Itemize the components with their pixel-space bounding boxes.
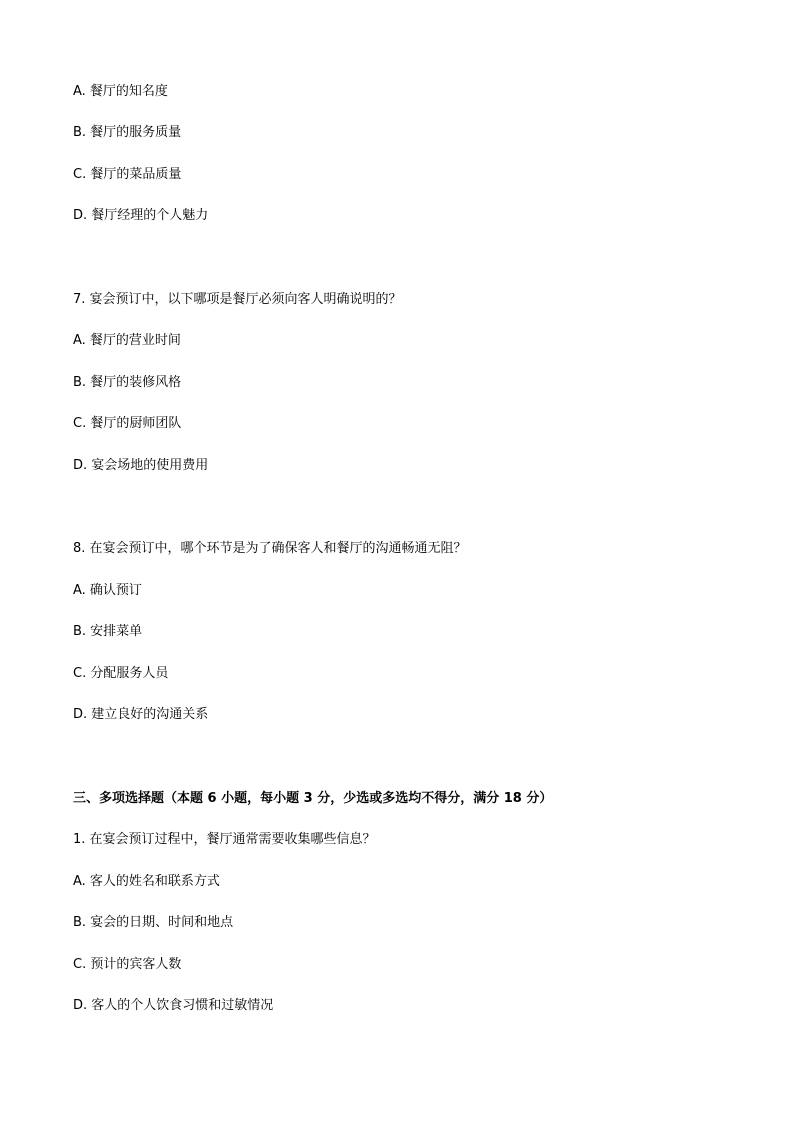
q7-option-b: B. 餐厅的装修风格	[73, 375, 182, 390]
q8-option-b: B. 安排菜单	[73, 624, 143, 639]
s3q1-option-d: D. 客人的个人饮食习惯和过敏情况	[73, 998, 274, 1013]
option-d: D. 餐厅经理的个人魅力	[73, 208, 209, 223]
q7-option-d: D. 宴会场地的使用费用	[73, 458, 209, 473]
q8-option-d: D. 建立良好的沟通关系	[73, 707, 209, 722]
q8-option-a: A. 确认预订	[73, 583, 142, 598]
s3q1-option-b: B. 宴会的日期、时间和地点	[73, 915, 234, 930]
option-a: A. 餐厅的知名度	[73, 84, 168, 99]
s3q1-option-a: A. 客人的姓名和联系方式	[73, 874, 220, 889]
question-7: 7. 宴会预订中，以下哪项是餐厅必须向客人明确说明的？	[73, 292, 402, 307]
q7-option-a: A. 餐厅的营业时间	[73, 333, 181, 348]
section-heading: 三、多项选择题（本题 6 小题，每小题 3 分，少选或多选均不得分，满分 18 分）	[73, 791, 553, 806]
question-8: 8. 在宴会预订中，哪个环节是为了确保客人和餐厅的沟通畅通无阻？	[73, 541, 467, 556]
option-b: B. 餐厅的服务质量	[73, 125, 182, 140]
q7-option-c: C. 餐厅的厨师团队	[73, 416, 182, 431]
q8-option-c: C. 分配服务人员	[73, 666, 169, 681]
s3q1-option-c: C. 预计的宾客人数	[73, 957, 182, 972]
option-c: C. 餐厅的菜品质量	[73, 167, 182, 182]
section3-question-1: 1. 在宴会预订过程中，餐厅通常需要收集哪些信息？	[73, 832, 376, 847]
